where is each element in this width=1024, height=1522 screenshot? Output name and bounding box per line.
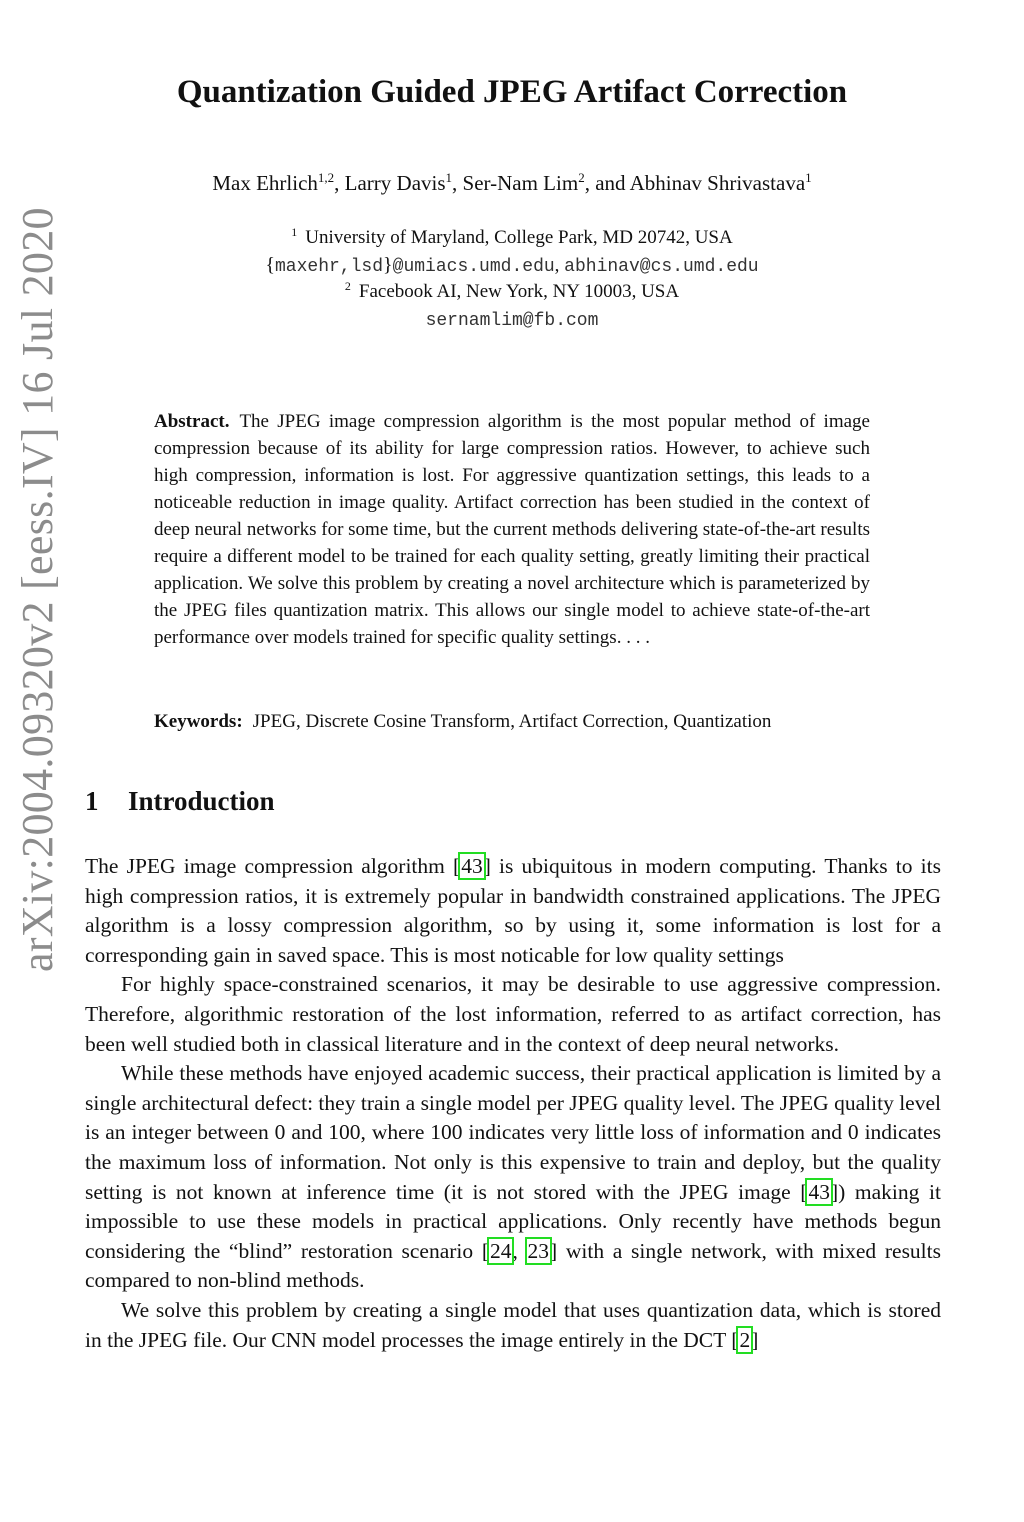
email-users: maxehr,lsd	[275, 257, 384, 277]
paragraph: While these methods have enjoyed academic success, their practical application is limited by a single architectural defect: they train a single model per JPEG quality level. The JPEG quality level is an integer between 0 and 100, where 100 indicates very little loss of information and 0 indicates the maximum loss of information. Not only is this expensive to train and deploy, but the quality setting is not known at inference time (it is not stored with the JPEG image [43]) making it impossible to use these models in practical applications. Only recently have methods begun considering the “blind” restoration scenario [24, 23] with a single network, with mixed results compared to non-blind methods.	[85, 1061, 941, 1293]
author-affiliation-mark: 1	[805, 170, 812, 185]
affiliation-text: Facebook AI, New York, NY 10003, USA	[358, 281, 680, 302]
affiliation-2	[0, 281, 1024, 303]
introduction-body	[85, 852, 941, 1355]
author-list: Max Ehrlich$^{1,2}$, Larry Davis$^1$, Ser-Nam Lim$^2$, and Abhinav Shrivastava$^1$	[212, 170, 812, 195]
paragraph: For highly space-constrained scenarios, it may be desirable to use aggressive compression. Therefore, algorithmic restoration of the lost information, referred to as artifact correction, has been well studied both in classical literature and in the context of deep neural networks.	[85, 972, 941, 1056]
paragraph: We solve this problem by creating a single model that uses quantization data, which is stored in the JPEG file. Our CNN model processes the image entirely in the DCT [2]	[85, 1297, 941, 1352]
section-number: 1	[85, 786, 99, 816]
affiliation-number: 1	[291, 225, 298, 239]
keywords-label: Keywords:	[154, 711, 243, 732]
affiliation-number: 2	[344, 279, 351, 293]
author-name: Max Ehrlich	[212, 171, 318, 195]
abstract-label: Abstract.	[154, 411, 230, 432]
author-name: Larry Davis	[344, 171, 446, 195]
author-affiliation-mark: 2	[578, 170, 585, 185]
abstract	[154, 408, 870, 651]
affiliation-1	[0, 227, 1024, 249]
arxiv-identifier-stamp: arXiv:2004.09320v2 [eess.IV] 16 Jul 2020	[13, 207, 62, 972]
email-address: abhinav@cs.umd.edu	[564, 257, 759, 277]
email-address: sernamlim@fb.com	[425, 311, 599, 331]
email-domain: @umiacs.umd.edu	[392, 257, 555, 277]
citation-link[interactable]: 43	[808, 1179, 830, 1204]
citation-link[interactable]: 43	[461, 854, 483, 878]
keywords-text: JPEG, Discrete Cosine Transform, Artifact Correction, Quantization	[252, 711, 772, 732]
paper-title: Quantization Guided JPEG Artifact Correction	[176, 74, 848, 110]
abstract-text: The JPEG image compression algorithm is the most popular method of image compression because of its ability for large compression ratios. However, to achieve such high compression, information is lost. For aggressive quantization settings, this leads to a noticeable reduction in image quality. Artifact correction has been studied in the context of deep neural networks for some time, but the current methods delivering state-of-the-art results require a different model to be trained for each quality setting, greatly limiting their practical application. We solve this problem by creating a novel architecture which is parameterized by the JPEG files quantization matrix. This allows our single model to achieve state-of-the-art performance over models trained for specific quality settings. . . .	[154, 411, 870, 648]
author-name: Ser-Nam Lim	[462, 171, 579, 195]
affiliation-1-emails: {maxehr,lsd}@umiacs.umd.edu, abhinav@cs.umd.edu	[265, 254, 759, 277]
affiliation-text: University of Maryland, College Park, MD 20742, USA	[305, 227, 733, 248]
section-title: Introduction	[128, 786, 275, 816]
citation-link[interactable]: 2	[739, 1327, 751, 1352]
citation-link[interactable]: 23	[527, 1238, 550, 1263]
affiliation-2-email	[0, 309, 1024, 331]
paragraph: The JPEG image compression algorithm [43] is ubiquitous in modern computing. Thanks to its high compression ratios, it is extremely popular in bandwidth constrained applications. The JPEG algorithm is a lossy compression algorithm, so by using it, some information is lost for a corresponding gain in saved space. This is most noticable for low quality settings	[85, 854, 941, 967]
citation-link[interactable]: 24	[489, 1238, 512, 1263]
section-heading-introduction	[85, 786, 275, 817]
keywords	[154, 708, 870, 735]
author-affiliation-mark: 1,2	[317, 170, 335, 185]
author-name: Abhinav Shrivastava	[629, 171, 806, 195]
author-affiliation-mark: 1	[445, 170, 453, 185]
